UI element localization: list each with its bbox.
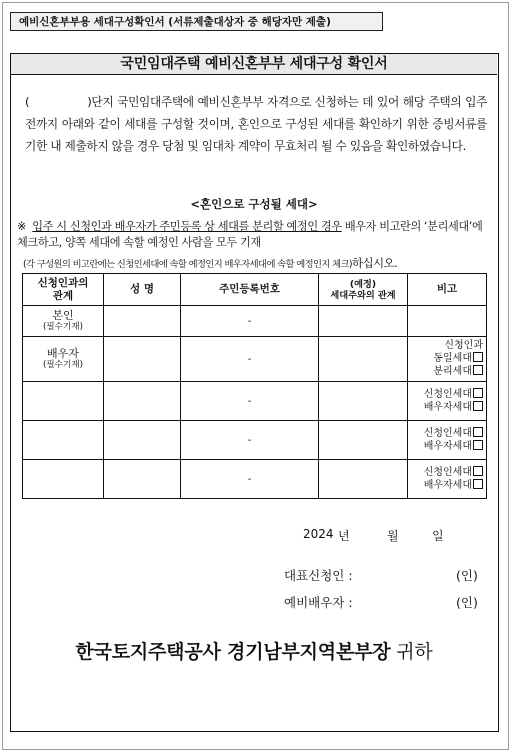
addressee-suffix: 귀하: [396, 641, 433, 663]
remark-option-label: 분리세대: [433, 366, 472, 377]
date-year-unit: 년: [338, 529, 350, 543]
note-paragraph: [17, 219, 493, 251]
addressee: [11, 637, 497, 664]
remark-option-label: 배우자세대: [423, 480, 472, 491]
separate-household-checkbox[interactable]: [473, 365, 483, 375]
note-underlined: 입주 시 신청인과 배우자가 주민등록 상 세대를 분리할 예정인 경우: [32, 220, 342, 233]
date-month-unit: 월: [387, 529, 399, 543]
name-field[interactable]: [104, 337, 181, 382]
table-row: [23, 306, 487, 337]
remark-option-label: 동일세대: [433, 353, 472, 364]
form-box: [10, 53, 499, 732]
note-sub: [23, 255, 493, 271]
note-rest: 배우자 비고란의 ‘분리세대’에 체크하고, 양쪽 세대에 속할 예정인 사람을 모두 기재: [17, 220, 483, 249]
spouse-sign-label: 예비배우자 :: [284, 595, 353, 610]
header-relation: 신청인과의 관계: [23, 274, 104, 306]
applicant-sign-label: 대표신청인 :: [284, 568, 353, 583]
remark-option-label: 신청인세대: [423, 428, 472, 439]
spouse-household-checkbox[interactable]: [473, 401, 483, 411]
applicant-household-checkbox[interactable]: [473, 427, 483, 437]
rrn-field[interactable]: -: [181, 337, 319, 382]
same-household-checkbox[interactable]: [473, 352, 483, 362]
header-rrn: 주민등록번호: [181, 274, 319, 306]
section-title: <혼인으로 구성될 세대>: [190, 197, 318, 211]
note-mark: ※: [17, 220, 26, 233]
remark-cell: [408, 421, 487, 460]
note-small-end: 하십시오.: [351, 256, 398, 270]
remark-cell: [408, 460, 487, 499]
remark-cell: [408, 337, 487, 382]
household-table: [22, 273, 487, 499]
remark-cell: [408, 306, 487, 337]
title-band: [11, 54, 497, 75]
rrn-field[interactable]: -: [181, 382, 319, 421]
planned-relation-field[interactable]: [319, 337, 408, 382]
planned-relation-field[interactable]: [319, 306, 408, 337]
document-tag: 예비신혼부부용 세대구성확인서 (서류제출대상자 중 해당자만 제출): [10, 12, 383, 31]
date-day-unit: 일: [432, 529, 444, 543]
intro-text: )단지 국민임대주택에 예비신혼부부 자격으로 신청하는 데 있어 해당 주택의 입주 전까지 아래와 같이 세대를 구성할 것이며, 혼인으로 구성된 세대를 확인하기 위한 증빙서류를 기한 내 제출하지 않을 경우 당첨 및 임대차 계약이 무효처리 될 수 있음을 확인하였습니다.: [25, 95, 487, 153]
header-remark: 비고: [408, 274, 487, 306]
applicant-household-checkbox[interactable]: [473, 388, 483, 398]
applicant-seal[interactable]: (인): [456, 568, 478, 583]
table-row: [23, 421, 487, 460]
remark-option-label: 신청인세대: [423, 389, 472, 400]
spouse-household-checkbox[interactable]: [473, 479, 483, 489]
table-row: [23, 337, 487, 382]
addressee-org: 한국토지주택공사 경기남부지역본부장: [75, 641, 391, 663]
name-field[interactable]: [104, 460, 181, 499]
planned-relation-field[interactable]: [319, 460, 408, 499]
date-year: 2024: [303, 527, 334, 541]
note-small: (각 구성원의 비고란에는 신청인세대에 속할 예정인지 배우자세대에 속할 예정인지 체크): [23, 259, 352, 270]
rrn-field[interactable]: -: [181, 421, 319, 460]
remark-option-label: 배우자세대: [423, 402, 472, 413]
remark-label: 신청인과: [444, 340, 483, 351]
form-title: 국민임대주택 예비신혼부부 세대구성 확인서: [120, 56, 388, 72]
planned-relation-field[interactable]: [319, 421, 408, 460]
name-field[interactable]: [104, 421, 181, 460]
intro-paragraph: [25, 91, 487, 157]
name-field[interactable]: [104, 306, 181, 337]
relation-field[interactable]: [23, 421, 104, 460]
relation-cell: 본인 (필수기재): [23, 306, 104, 337]
spouse-household-checkbox[interactable]: [473, 440, 483, 450]
table-row: [23, 382, 487, 421]
relation-field[interactable]: [23, 382, 104, 421]
remark-option-label: 신청인세대: [423, 467, 472, 478]
rrn-field[interactable]: -: [181, 460, 319, 499]
table-header-row: [23, 274, 487, 306]
rrn-field[interactable]: -: [181, 306, 319, 337]
planned-relation-field[interactable]: [319, 382, 408, 421]
table-row: [23, 460, 487, 499]
remark-option-label: 배우자세대: [423, 441, 472, 452]
applicant-household-checkbox[interactable]: [473, 466, 483, 476]
spouse-seal[interactable]: (인): [456, 595, 478, 610]
header-name: 성 명: [104, 274, 181, 306]
intro-open-paren: (: [25, 95, 30, 109]
relation-cell: 배우자 (필수기재): [23, 337, 104, 382]
name-field[interactable]: [104, 382, 181, 421]
relation-field[interactable]: [23, 460, 104, 499]
header-planned-relation: (예정) 세대주와의 관계: [319, 274, 408, 306]
remark-cell: [408, 382, 487, 421]
